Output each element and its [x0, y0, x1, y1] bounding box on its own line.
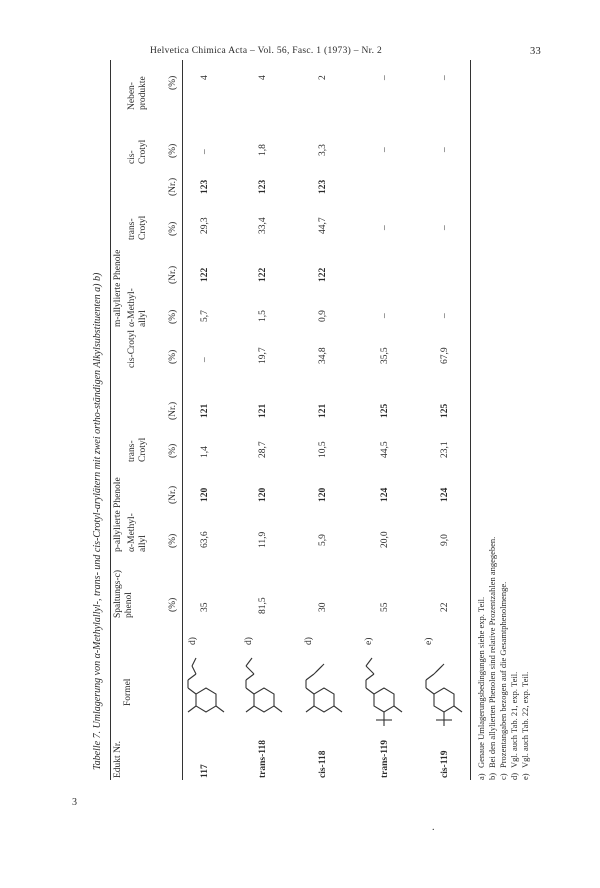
- unit-label: (Nr.): [168, 401, 178, 420]
- col-header-m-transcrotyl: trans-Crotyl: [127, 215, 148, 240]
- spaltungsphenol-cell: 55: [380, 602, 390, 612]
- row-ref: e): [364, 637, 374, 645]
- table-top-rule: [110, 60, 111, 780]
- unit-label: (%): [168, 221, 178, 236]
- p-amethyl-nr-cell: 124: [380, 487, 390, 502]
- m-cis-pct-cell: 67,9: [440, 347, 450, 364]
- m-trans-pct-cell: 44,7: [318, 217, 328, 234]
- p-amethyl-nr-cell: 120: [258, 487, 268, 502]
- m-cis2-pct-cell: 3,3: [318, 144, 328, 156]
- nebenprodukte-cell: 2: [318, 75, 328, 80]
- footnote-mark: c): [498, 773, 508, 780]
- spaltungsphenol-cell: 35: [200, 602, 210, 612]
- p-amethyl-pct-cell: 63,6: [200, 531, 210, 548]
- m-amethyl-nr-cell: 122: [258, 267, 268, 282]
- m-trans-pct-cell: –: [440, 225, 450, 230]
- footnote-mark: e): [520, 773, 530, 780]
- table-bottom-rule: [470, 60, 471, 780]
- m-trans-pct-cell: –: [380, 225, 390, 230]
- structure-icon: [186, 652, 232, 722]
- p-amethyl-pct-cell: 9,0: [440, 534, 450, 546]
- p-trans-nr-cell: 125: [380, 403, 390, 418]
- unit-label: (%): [168, 533, 178, 548]
- footnote: [509, 672, 519, 780]
- unit-label: (Nr.): [168, 485, 178, 504]
- edukt-number: cis-118: [318, 750, 328, 778]
- footnote-mark: a): [476, 773, 486, 780]
- col-header-p-transcrotyl: trans-Crotyl: [127, 437, 148, 462]
- footnote: [498, 582, 508, 780]
- p-trans-pct-cell: 23,1: [440, 441, 450, 458]
- nebenprodukte-cell: –: [380, 75, 390, 80]
- table-caption: Tabelle 7. Umlagerung von α-Methylallyl-, trans- und cis-Crotyl-arylätern mit zwei ortho-ständigen Alkylsubstituenten a) b): [92, 272, 103, 770]
- col-header-m-allylierte: m-allylierte Phenole: [113, 249, 123, 327]
- running-header-journal: Helvetica Chimica Acta – Vol. 56, Fasc. 1 (1973) – Nr. 2: [150, 46, 383, 56]
- edukt-number: cis-119: [440, 750, 450, 778]
- p-trans-nr-cell: 125: [440, 403, 450, 418]
- stray-mark: .: [432, 822, 435, 833]
- p-trans-nr-cell: 121: [258, 403, 268, 418]
- m-trans-pct-cell: 29,3: [200, 217, 210, 234]
- row-ref: d): [304, 637, 314, 645]
- row-ref: d): [188, 637, 198, 645]
- unit-label: (%): [168, 349, 178, 364]
- edukt-number: 117: [200, 764, 210, 778]
- p-amethyl-nr-cell: 124: [440, 487, 450, 502]
- nebenprodukte-cell: –: [440, 75, 450, 80]
- structure-icon: [242, 652, 288, 722]
- m-amethyl-pct-cell: 0,9: [318, 310, 328, 322]
- unit-label: (%): [168, 75, 178, 90]
- col-header-p-allylierte: p-allylierte Phenole: [113, 477, 123, 552]
- edukt-number: trans-119: [380, 740, 390, 778]
- footnote: [476, 597, 486, 780]
- p-trans-pct-cell: 44,5: [380, 441, 390, 458]
- spaltungsphenol-cell: 22: [440, 602, 450, 612]
- footnote: [487, 537, 497, 780]
- col-header-p-amethylallyl: α-Methyl-allyl: [127, 513, 148, 552]
- m-amethyl-pct-cell: 5,7: [200, 310, 210, 322]
- p-amethyl-pct-cell: 11,9: [258, 531, 268, 548]
- m-trans-nr-cell: 123: [318, 179, 328, 194]
- structure-icon: [302, 652, 348, 722]
- col-header-m-ciscrotyl: cis-Crotyl: [127, 330, 137, 368]
- footnote-text: Prozentangaben bezogen auf die Gesamtphenolmenge.: [498, 581, 508, 768]
- m-trans-nr-cell: 123: [200, 179, 210, 194]
- row-ref: e): [424, 637, 434, 645]
- unit-label: (%): [168, 143, 178, 158]
- p-trans-pct-cell: 28,7: [258, 441, 268, 458]
- unit-label: (Nr.): [168, 265, 178, 284]
- col-header-spaltungsphenol: Spaltungs-c) phenol: [113, 569, 134, 618]
- p-amethyl-nr-cell: 120: [200, 487, 210, 502]
- structure-icon: [422, 652, 470, 722]
- m-cis2-pct-cell: –: [200, 149, 210, 154]
- m-cis-pct-cell: 19,7: [258, 347, 268, 364]
- col-header-m-ciscrotyl-2: cis-Crotyl: [127, 139, 148, 164]
- m-amethyl-nr-cell: 122: [318, 267, 328, 282]
- footnote-text: Vgl. auch Tab. 22, exp. Teil.: [520, 671, 530, 768]
- spaltungsphenol-cell: 30: [318, 602, 328, 612]
- m-trans-nr-cell: 123: [258, 179, 268, 194]
- m-cis2-pct-cell: 1,8: [258, 144, 268, 156]
- unit-label: (%): [168, 309, 178, 324]
- m-cis2-pct-cell: –: [380, 147, 390, 152]
- edukt-number: trans-118: [258, 740, 268, 778]
- p-amethyl-pct-cell: 20,0: [380, 531, 390, 548]
- p-trans-nr-cell: 121: [318, 403, 328, 418]
- col-header-edukt: Edukt Nr.: [113, 741, 123, 778]
- p-amethyl-pct-cell: 5,9: [318, 534, 328, 546]
- m-cis2-pct-cell: –: [440, 147, 450, 152]
- unit-label: (%): [168, 597, 178, 612]
- m-cis-pct-cell: 35,5: [380, 347, 390, 364]
- nebenprodukte-cell: 4: [258, 75, 268, 80]
- m-amethyl-pct-cell: –: [440, 313, 450, 318]
- footnote-mark: d): [509, 772, 519, 780]
- unit-label: (Nr.): [168, 177, 178, 196]
- m-amethyl-pct-cell: –: [380, 313, 390, 318]
- nebenprodukte-cell: 4: [200, 75, 210, 80]
- page-number: 33: [530, 46, 542, 57]
- m-amethyl-pct-cell: 1,5: [258, 310, 268, 322]
- p-trans-nr-cell: 121: [200, 403, 210, 418]
- page-mark: 3: [72, 797, 77, 808]
- header-rule: [182, 60, 183, 780]
- m-amethyl-nr-cell: 122: [200, 267, 210, 282]
- col-header-formel: Formel: [123, 678, 133, 706]
- footnote-text: Genaue Umlagerungsbedingungen siehe exp. Teil.: [476, 596, 486, 768]
- row-ref: d): [244, 637, 254, 645]
- footnote-text: Vgl. auch Tab. 21, exp. Teil.: [509, 671, 519, 768]
- footnote: [520, 672, 530, 780]
- col-header-m-amethylallyl: α-Methyl-allyl: [127, 288, 148, 327]
- m-trans-pct-cell: 33,4: [258, 217, 268, 234]
- col-header-nebenprodukte: Neben-produkte: [127, 76, 148, 110]
- footnote-text: Bei den allylierten Phenolen sind relative Prozentzahlen angegeben.: [487, 536, 497, 768]
- spaltungsphenol-cell: 81,5: [258, 597, 268, 614]
- rotated-table: [80, 60, 530, 780]
- p-amethyl-nr-cell: 120: [318, 487, 328, 502]
- footnote-mark: b): [487, 772, 497, 780]
- unit-label: (%): [168, 443, 178, 458]
- p-trans-pct-cell: 1,4: [200, 446, 210, 458]
- structure-icon: [362, 652, 410, 722]
- m-cis-pct-cell: 34,8: [318, 347, 328, 364]
- m-cis-pct-cell: –: [200, 357, 210, 362]
- p-trans-pct-cell: 10,5: [318, 441, 328, 458]
